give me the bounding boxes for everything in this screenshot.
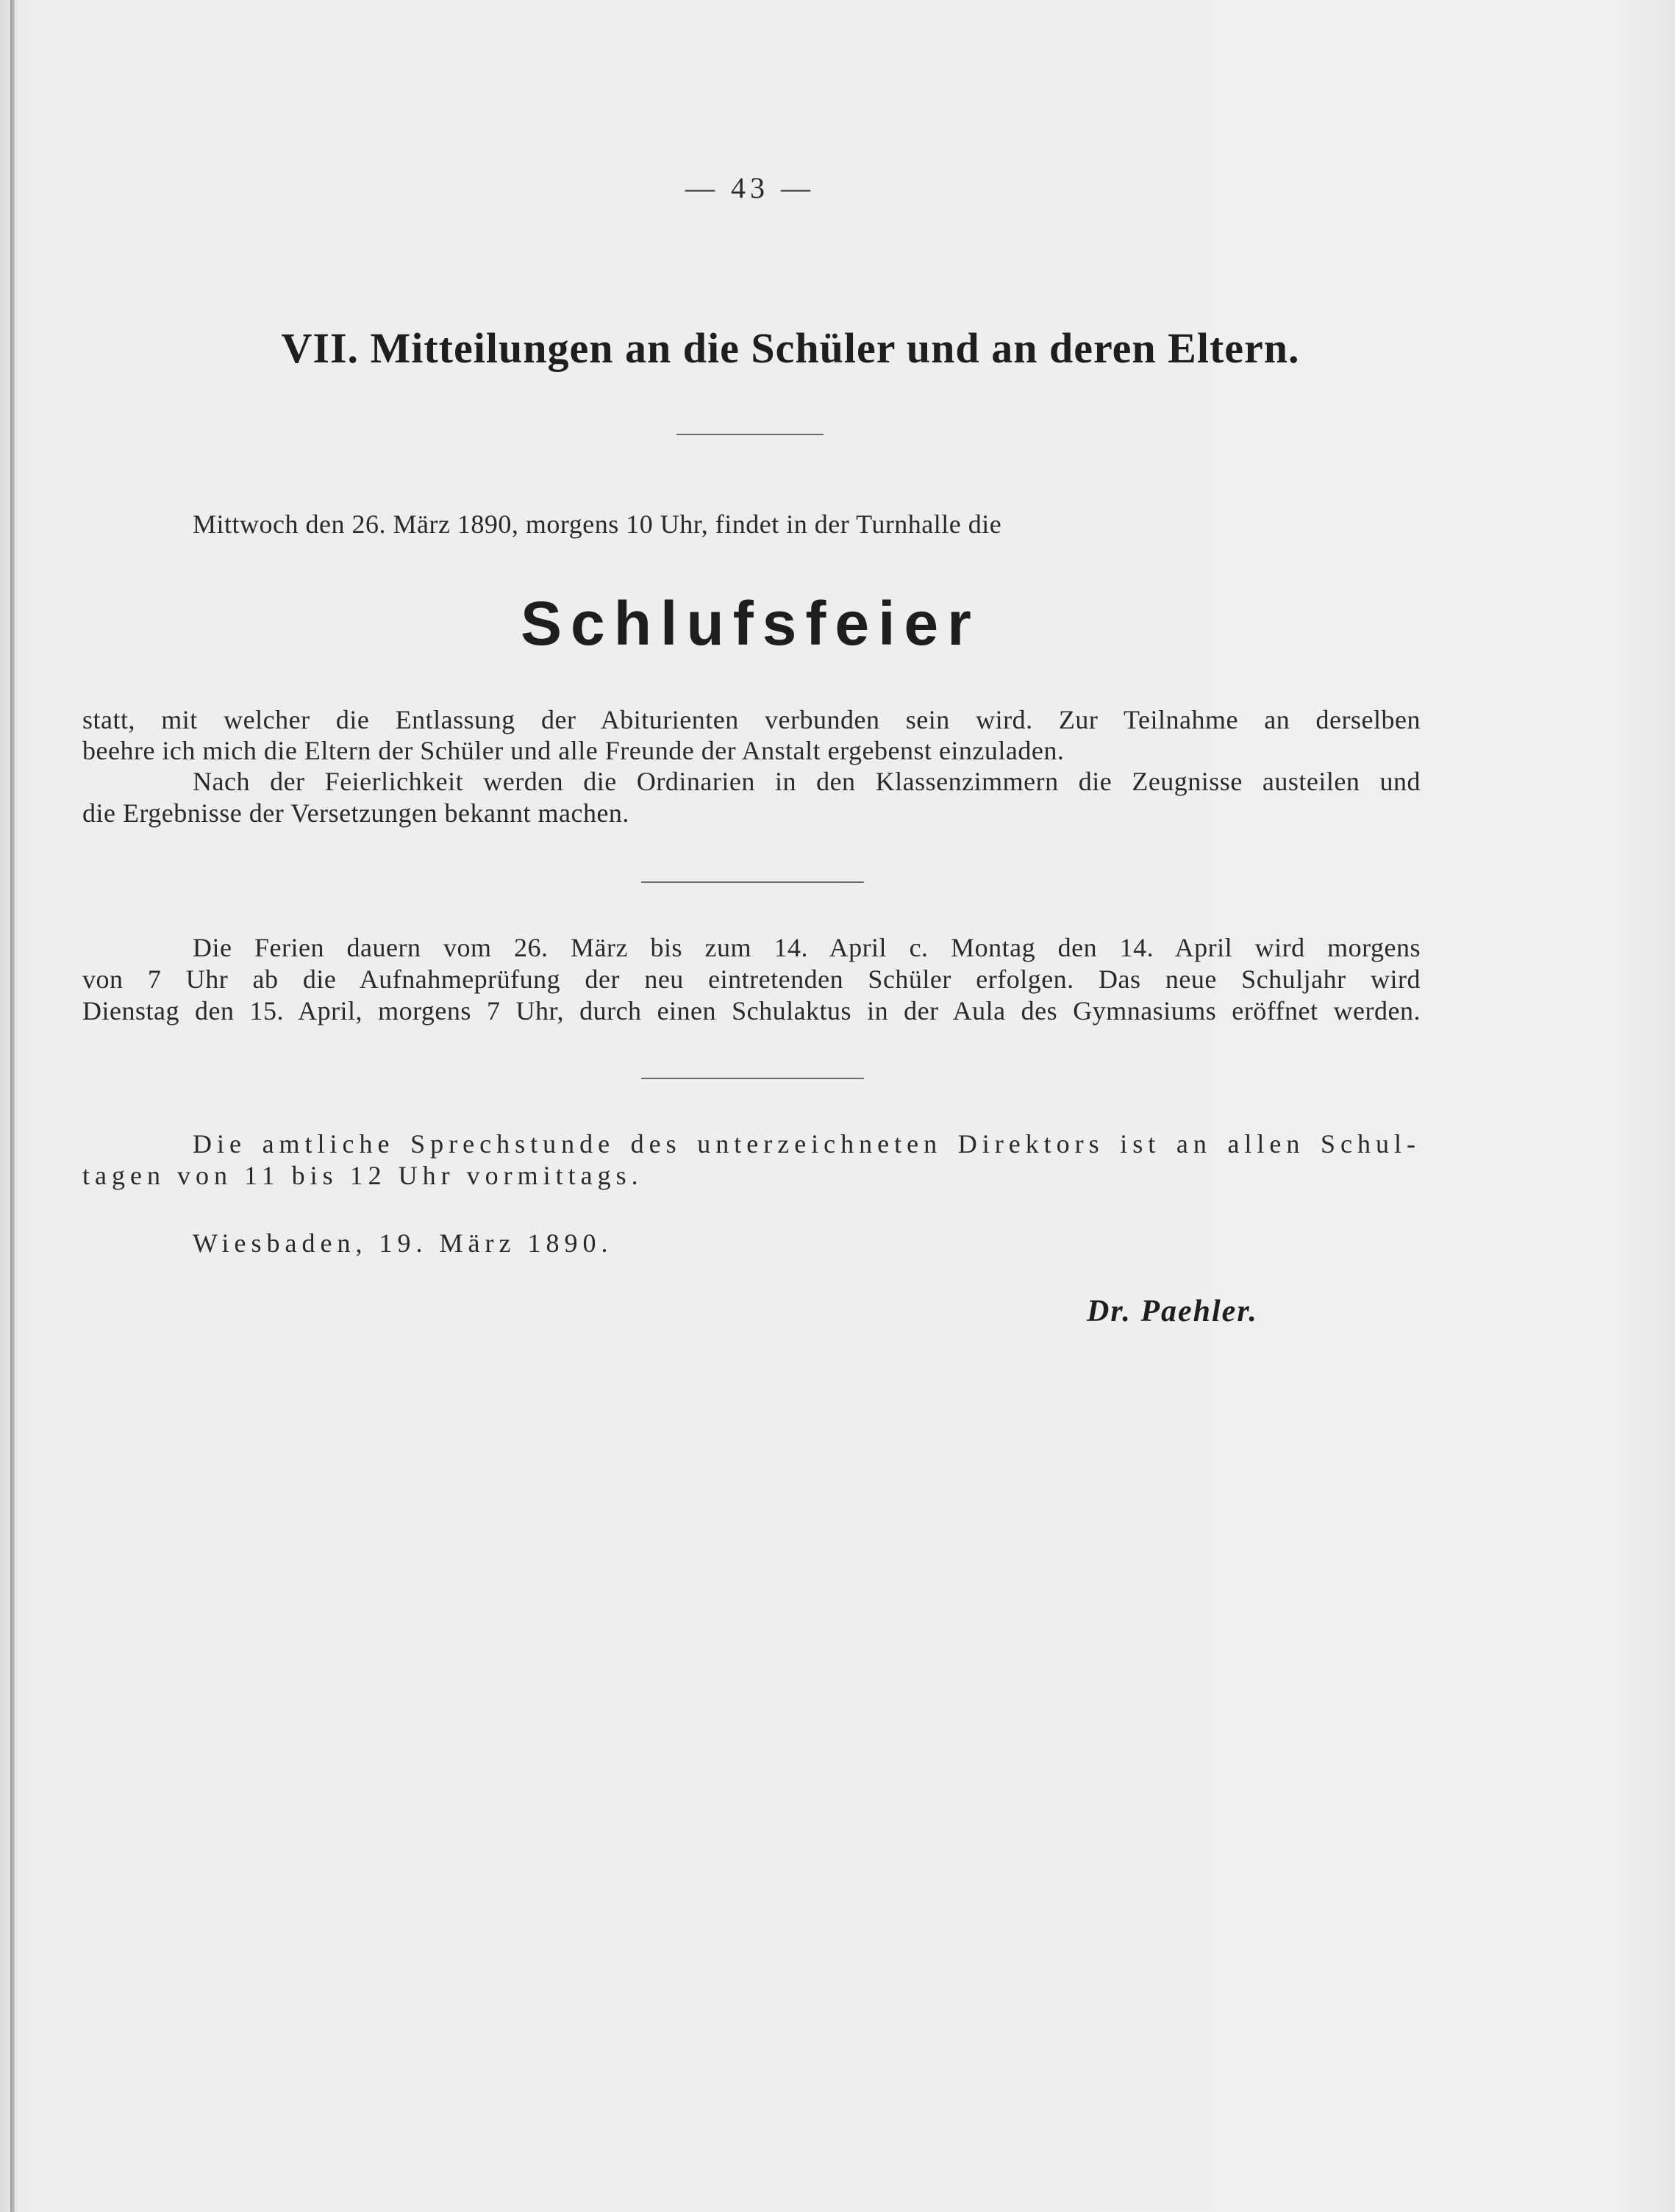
page-spine-edge [10, 0, 15, 2212]
paragraph-line: von 7 Uhr ab die Aufnahmeprüfung der neu eintretenden Schüler erfolgen. Das neue Schuljahr wird [82, 964, 1421, 994]
paragraph-line: Dienstag den 15. April, morgens 7 Uhr, durch einen Schulaktus in der Aula des Gymnasiums eröffnet werden. [82, 996, 1421, 1026]
intro-line: Mittwoch den 26. März 1890, morgens 10 Uhr, findet in der Turnhalle die [193, 509, 1002, 539]
event-title: Schlufsfeier [521, 589, 980, 658]
divider-rule [641, 881, 864, 883]
paragraph-line: die Ergebnisse der Versetzungen bekannt machen. [82, 798, 629, 828]
paragraph-line: Nach der Feierlichkeit werden die Ordinarien in den Klassenzimmern die Zeugnisse austeilen und [193, 767, 1421, 796]
paragraph-line: beehre ich mich die Eltern der Schüler und alle Freunde der Anstalt ergebenst einzuladen. [82, 736, 1065, 765]
divider-rule [676, 434, 824, 435]
divider-rule [641, 1078, 864, 1079]
paragraph-line: Die Ferien dauern vom 26. März bis zum 14. April c. Montag den 14. April wird morgens [193, 933, 1421, 962]
page-number: — 43 — [685, 171, 815, 204]
signature: Dr. Paehler. [1087, 1295, 1258, 1328]
section-heading: VII. Mitteilungen an die Schüler und an deren Eltern. [281, 324, 1300, 372]
paragraph-line: Die amtliche Sprechstunde des unterzeichneten Direktors ist an allen Schul- [193, 1129, 1421, 1159]
place-date: Wiesbaden, 19. März 1890. [193, 1228, 613, 1258]
paragraph-line: tagen von 11 bis 12 Uhr vormittags. [82, 1161, 643, 1190]
paragraph-line: statt, mit welcher die Entlassung der Abiturienten verbunden sein wird. Zur Teilnahme an derselben [82, 705, 1421, 734]
